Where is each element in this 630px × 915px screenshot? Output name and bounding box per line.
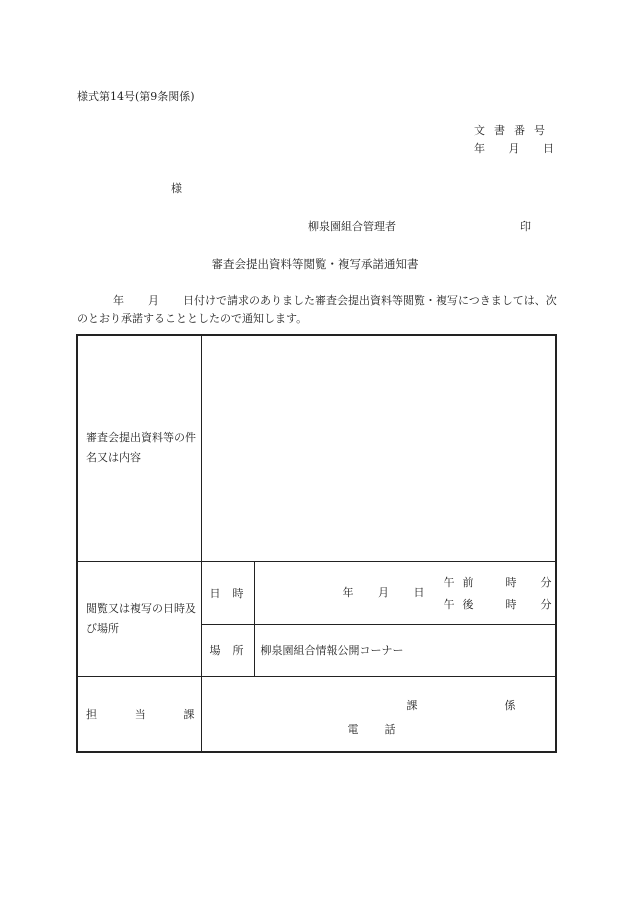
- seal-mark: 印: [520, 220, 531, 233]
- notice-table: [76, 334, 557, 753]
- datetime-value: [254, 561, 556, 624]
- subject-label: 審査会提出資料等の件名又は内容: [77, 335, 201, 561]
- addressee-suffix: 様: [171, 182, 182, 195]
- subject-value: [201, 335, 556, 561]
- datetime-place-label: 閲覧又は複写の日時及び場所: [77, 561, 201, 676]
- department-label: 担 当 課: [77, 676, 201, 752]
- ymd-day: 日: [413, 585, 425, 599]
- datetime-label: 日 時: [201, 561, 254, 624]
- date-month: 月: [508, 142, 520, 155]
- am-time: 午前 時 分: [443, 575, 552, 589]
- issuer-name: 柳泉園組合管理者: [308, 220, 396, 233]
- form-number: 様式第14号(第9条関係): [77, 90, 195, 103]
- section-label: 課: [406, 698, 418, 712]
- department-value: [201, 676, 556, 752]
- ymd-month: 月: [378, 585, 389, 599]
- body-month: 月: [148, 294, 159, 307]
- document-number-label: 文書番号: [474, 124, 554, 137]
- place-label: 場 所: [201, 624, 254, 676]
- body-year: 年: [113, 294, 124, 307]
- body-paragraph: [77, 292, 557, 328]
- date-day: 日: [543, 142, 554, 155]
- ymd-year: 年: [342, 585, 354, 599]
- date-year: 年: [474, 142, 485, 155]
- unit-label: 係: [504, 698, 516, 712]
- phone-label: 電 話: [347, 722, 396, 736]
- document-date: [474, 140, 554, 156]
- body-text: 日付けで請求のありました審査会提出資料等閲覧・複写につきましては、次のとおり承諾することとしたので通知します。: [77, 294, 557, 325]
- place-value: 柳泉園組合情報公開コーナー: [254, 624, 556, 676]
- pm-time: 午後 時 分: [443, 597, 552, 611]
- document-title: 審査会提出資料等閲覧・複写承諾通知書: [211, 257, 419, 271]
